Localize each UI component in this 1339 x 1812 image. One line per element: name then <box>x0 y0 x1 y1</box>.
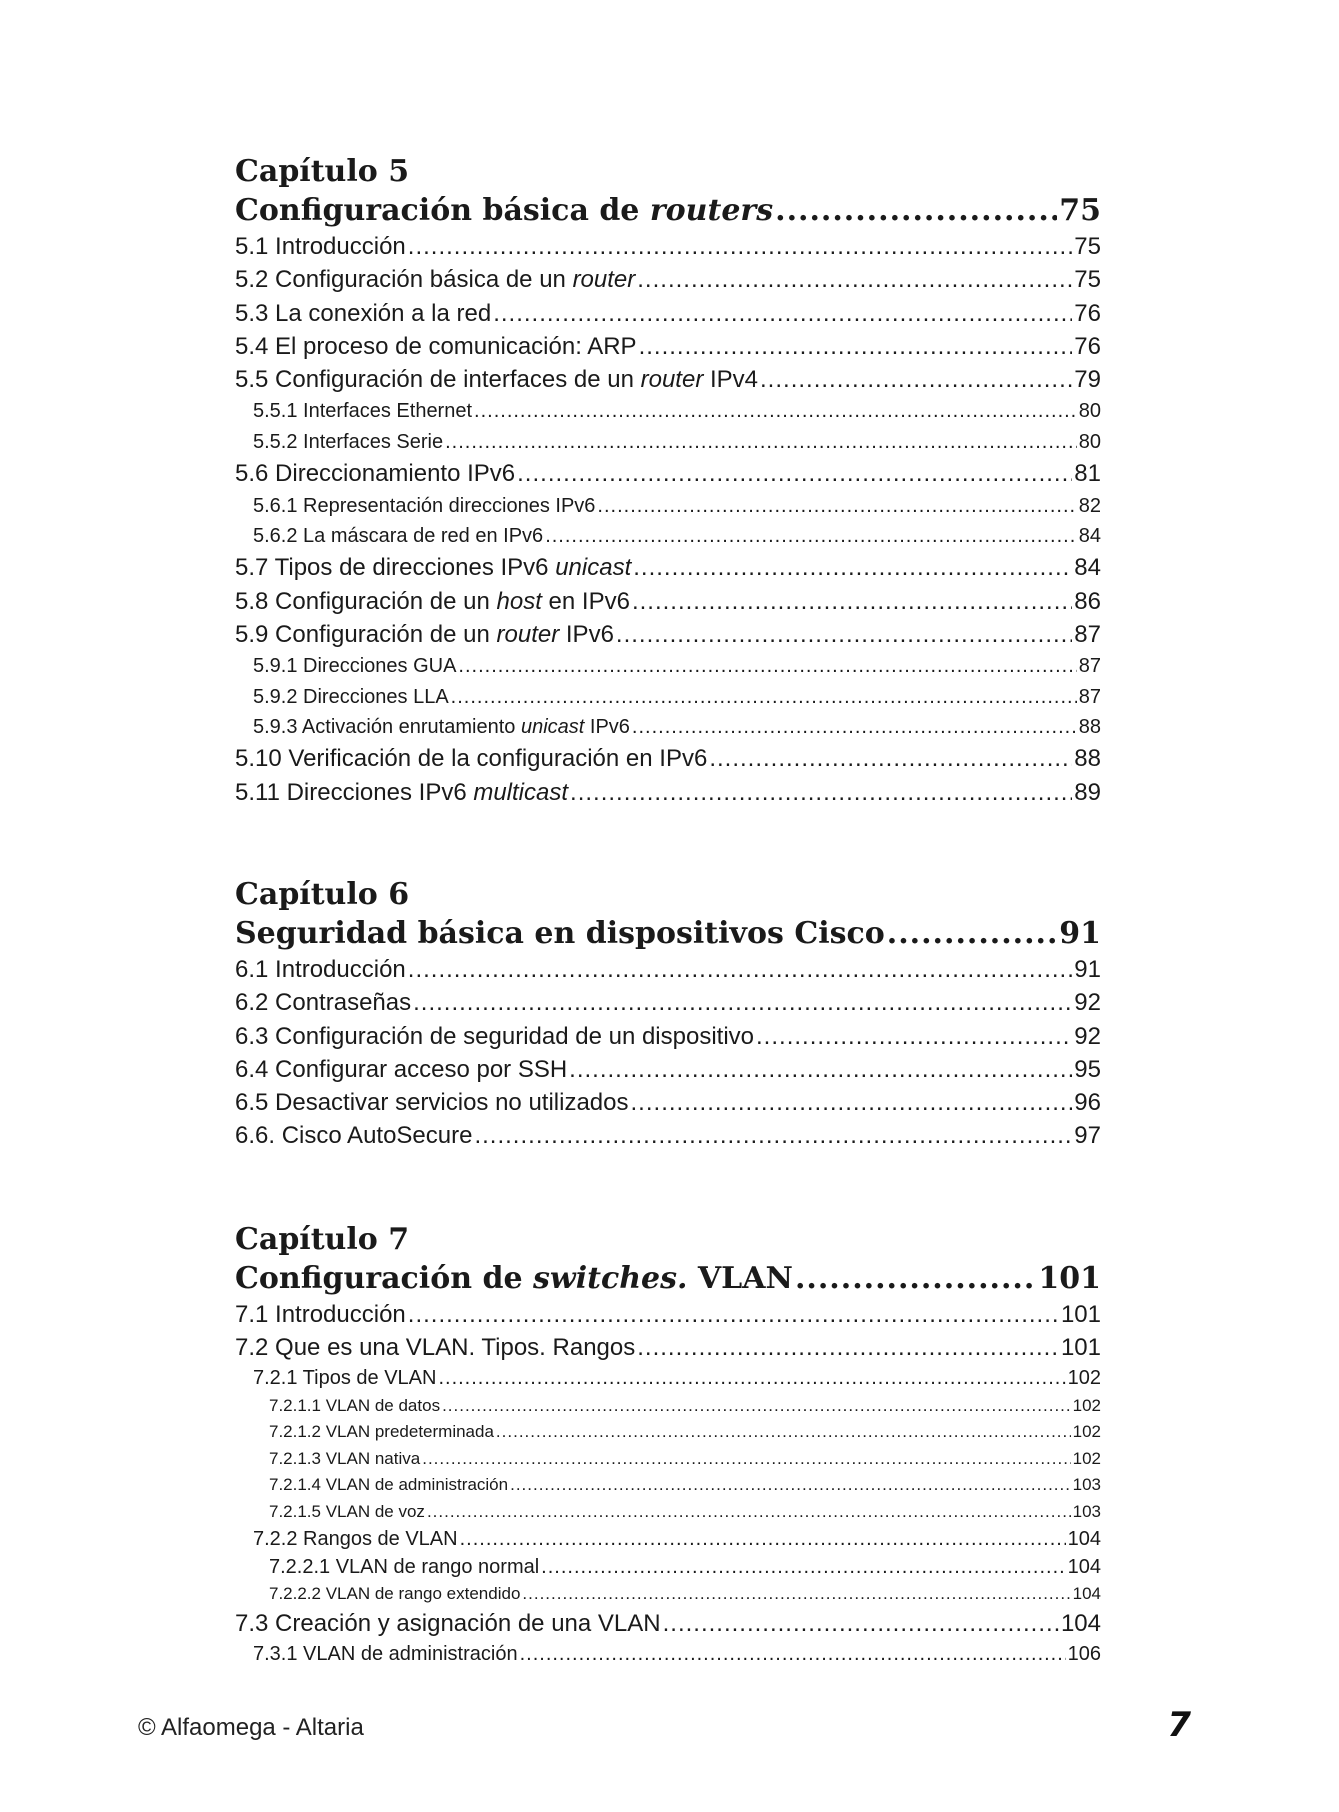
toc-entry-title: 6.4 Configurar acceso por SSH <box>235 1055 568 1083</box>
leader-dots <box>458 651 1076 681</box>
toc-entry-title: 6.2 Contraseñas <box>235 989 412 1017</box>
toc-entry-text <box>253 491 595 521</box>
leader-dots <box>632 712 1077 742</box>
toc-entry-page: 96 <box>1074 1089 1101 1117</box>
toc-entry[interactable] <box>235 682 1101 712</box>
leader-dots <box>522 1581 1070 1608</box>
toc-entry[interactable] <box>235 1446 1101 1473</box>
chapter-label: Capítulo 6 <box>235 877 410 912</box>
toc-entry-text <box>235 1298 406 1331</box>
toc-entry[interactable] <box>235 1607 1101 1640</box>
toc-entry-text <box>235 742 707 775</box>
toc-entry[interactable] <box>235 1525 1101 1554</box>
toc-entry[interactable] <box>235 585 1101 618</box>
toc-entry-title: 7.2.1.3 VLAN nativa <box>269 1448 421 1468</box>
chapter-page: 75 <box>1059 193 1101 228</box>
toc-entry-title: 7.1 Introducción <box>235 1301 406 1328</box>
toc-entry-text <box>235 363 758 396</box>
toc-entry-title: 7.2.1.1 VLAN de datos <box>269 1395 441 1415</box>
leader-dots <box>632 585 1072 618</box>
toc-entry-page: 102 <box>1072 1422 1101 1442</box>
toc-entry-page: 79 <box>1074 366 1101 394</box>
leader-dots <box>445 427 1077 457</box>
toc-entry[interactable] <box>235 1640 1101 1669</box>
toc-entry-italic: router <box>496 620 560 648</box>
toc-entry[interactable] <box>235 297 1101 330</box>
toc-entry-page: 88 <box>1074 745 1101 773</box>
toc-entry-page: 91 <box>1074 956 1101 983</box>
toc-entry[interactable] <box>235 1053 1101 1086</box>
toc-entry-page: 81 <box>1074 460 1101 488</box>
chapter-title-suffix: VLAN <box>687 1261 793 1296</box>
chapter-label: Capítulo 5 <box>235 154 410 189</box>
chapter-title-text: Seguridad básica en dispositivos Cisco <box>235 916 885 951</box>
chapter-6-section <box>235 875 1101 1153</box>
toc-entry-suffix: IPv4 <box>703 366 759 394</box>
toc-entry-text <box>253 1640 518 1669</box>
toc-entry-title: 6.1 Introducción <box>235 956 406 983</box>
toc-entry[interactable] <box>235 396 1101 426</box>
chapter-page: 91 <box>1059 916 1101 951</box>
toc-entry-page: 75 <box>1074 266 1101 294</box>
toc-entry-text <box>269 1419 494 1446</box>
chapter-7-section <box>235 1220 1101 1669</box>
toc-entry[interactable] <box>235 1499 1101 1526</box>
toc-entry-text <box>235 230 406 263</box>
toc-entry[interactable] <box>235 551 1101 584</box>
toc-entry-title: 5.11 Direcciones IPv6 <box>235 778 474 806</box>
toc-entry-title: 7.2.1 Tipos de VLAN <box>253 1367 437 1389</box>
toc-entry-text <box>235 457 515 490</box>
toc-entry-page: 84 <box>1078 524 1101 547</box>
chapter-label: Capítulo 7 <box>235 1222 410 1257</box>
leader-dots <box>408 1298 1059 1331</box>
leader-dots <box>408 953 1073 986</box>
toc-entry-page: 88 <box>1078 716 1101 739</box>
toc-entry-title: 7.2.1.4 VLAN de administración <box>269 1475 509 1495</box>
toc-entry-title: 5.1 Introducción <box>235 233 406 260</box>
toc-entry-text <box>235 585 630 618</box>
toc-entry[interactable] <box>235 1393 1101 1420</box>
toc-entry-page: 84 <box>1074 554 1101 582</box>
toc-entry-page: 104 <box>1072 1583 1101 1603</box>
toc-entry-page: 101 <box>1060 1334 1101 1361</box>
leader-dots <box>639 330 1073 363</box>
toc-entry-title: 7.2.1.5 VLAN de voz <box>269 1501 425 1521</box>
leader-dots <box>474 396 1077 426</box>
toc-entry-title: 7.2.2.2 VLAN de rango extendido <box>269 1583 521 1603</box>
toc-entry-page: 80 <box>1078 400 1101 423</box>
leader-dots <box>663 1607 1059 1640</box>
toc-entry-text <box>269 1499 425 1526</box>
toc-entry[interactable] <box>235 742 1101 775</box>
toc-entry-title: 5.7 Tipos de direcciones IPv6 <box>235 554 556 582</box>
toc-entry-title: 5.10 Verificación de la configuración en IPv6 <box>235 745 708 773</box>
toc-entry-title: 5.5.2 Interfaces Serie <box>253 430 444 453</box>
toc-entry[interactable] <box>235 1419 1101 1446</box>
toc-entry-page: 80 <box>1078 430 1101 453</box>
toc-entry-title: 6.6. Cisco AutoSecure <box>235 1122 473 1150</box>
toc-entry-page: 89 <box>1074 778 1101 806</box>
toc-entry-italic: host <box>496 587 542 615</box>
toc-entry-title: 7.2.1.2 VLAN predeterminada <box>269 1422 494 1442</box>
toc-entry-page: 103 <box>1072 1475 1101 1495</box>
toc-entry-text <box>235 263 635 296</box>
toc-entry-title: 7.3 Creación y asignación de una VLAN <box>235 1610 661 1638</box>
toc-entry[interactable] <box>235 263 1101 296</box>
toc-entry-title: 6.3 Configuración de seguridad de un dispositivo <box>235 1022 755 1050</box>
toc-entry[interactable] <box>235 651 1101 681</box>
toc-entry-text <box>269 1446 420 1473</box>
chapter-title <box>235 915 1101 953</box>
toc-entry-page: 76 <box>1074 299 1101 327</box>
toc-entry[interactable] <box>235 230 1101 263</box>
leader-dots <box>520 1640 1066 1669</box>
toc-entry-title: 5.4 El proceso de comunicación: ARP <box>235 332 637 360</box>
toc-entry[interactable] <box>235 986 1101 1019</box>
toc-entry-page: 102 <box>1067 1367 1101 1389</box>
toc-entry-text <box>269 1393 440 1420</box>
chapter-title-text: Configuración de <box>235 1261 533 1296</box>
toc-entry-title: 5.3 La conexión a la red <box>235 299 492 327</box>
toc-entry-title: 7.2.2.1 VLAN de rango normal <box>269 1555 540 1578</box>
toc-entry-page: 104 <box>1067 1555 1101 1578</box>
toc-entry-text <box>235 1053 567 1086</box>
toc-entry-italic: unicast <box>520 716 585 739</box>
toc-entry-text <box>235 330 637 363</box>
leader-dots <box>616 618 1072 651</box>
toc-entry-text <box>269 1472 508 1499</box>
toc-entry-text <box>269 1554 539 1581</box>
leader-dots <box>496 1419 1071 1446</box>
toc-entry-italic: unicast <box>555 554 632 582</box>
leader-dots <box>756 1020 1072 1053</box>
toc-entry-title: 5.9.1 Direcciones GUA <box>253 655 457 678</box>
toc-entry[interactable] <box>235 618 1101 651</box>
toc-entry-page: 82 <box>1078 494 1101 517</box>
toc-entry-text <box>235 1331 635 1364</box>
toc-entry[interactable] <box>235 1581 1101 1608</box>
leader-dots <box>438 1364 1065 1393</box>
toc-entry-page: 106 <box>1067 1643 1101 1666</box>
toc-entry-italic: router <box>572 266 636 294</box>
toc-entry-page: 103 <box>1072 1501 1101 1521</box>
leader-dots <box>460 1525 1066 1554</box>
toc-entry-text <box>253 396 472 426</box>
toc-entry-page: 92 <box>1074 989 1101 1017</box>
toc-entry-title: 5.9.2 Direcciones LLA <box>253 685 449 708</box>
toc-entry[interactable] <box>235 712 1101 742</box>
leader-dots <box>631 1086 1073 1119</box>
chapter-page: 101 <box>1038 1261 1101 1296</box>
toc-entry-text <box>269 1581 520 1608</box>
toc-entry-title: 5.9 Configuración de un <box>235 620 497 648</box>
leader-dots <box>510 1472 1071 1499</box>
toc-entry-text <box>235 986 411 1019</box>
toc-entry-text <box>253 712 630 742</box>
toc-entry-title: 7.2.2 Rangos de VLAN <box>253 1528 458 1551</box>
toc-entry-page: 86 <box>1074 587 1101 615</box>
toc-entry-title: 5.8 Configuración de un <box>235 587 497 615</box>
toc-entry-page: 75 <box>1074 233 1101 260</box>
toc-entry-title: 5.5 Configuración de interfaces de un <box>235 366 641 394</box>
toc-entry-text <box>235 1119 472 1152</box>
leader-dots <box>597 491 1076 521</box>
toc-entry-page: 92 <box>1074 1022 1101 1050</box>
toc-entry-italic: multicast <box>473 778 569 806</box>
leader-dots <box>887 915 1057 953</box>
toc-entry-page: 87 <box>1078 685 1101 708</box>
toc-entry[interactable] <box>235 330 1101 363</box>
toc-entry-page: 87 <box>1074 620 1101 648</box>
chapter-title-italic: switches. <box>532 1261 688 1296</box>
toc-entry-text <box>235 618 614 651</box>
toc-entry-text <box>235 1020 754 1053</box>
chapter-title <box>235 1260 1101 1298</box>
chapter-title-text: Configuración básica de <box>235 193 650 228</box>
leader-dots <box>413 986 1072 1019</box>
leader-dots <box>795 1260 1036 1298</box>
toc-entry[interactable] <box>235 521 1101 551</box>
toc-entry[interactable] <box>235 953 1101 986</box>
toc-entry-suffix: en IPv6 <box>541 587 630 615</box>
leader-dots <box>408 230 1073 263</box>
toc-entry-page: 104 <box>1067 1528 1101 1551</box>
leader-dots <box>637 1331 1059 1364</box>
toc-entry-text <box>235 297 491 330</box>
toc-entry-suffix: IPv6 <box>584 716 630 739</box>
leader-dots <box>569 1053 1072 1086</box>
toc-entry-title: 6.5 Desactivar servicios no utilizados <box>235 1089 629 1117</box>
leader-dots <box>775 192 1057 230</box>
toc-entry-page: 104 <box>1060 1610 1101 1638</box>
toc-entry-title: 5.6.1 Representación direcciones IPv6 <box>253 494 596 517</box>
toc-entry-text <box>253 1364 436 1393</box>
leader-dots <box>637 263 1072 296</box>
toc-entry[interactable] <box>235 1472 1101 1499</box>
toc-entry-text <box>235 1086 629 1119</box>
leader-dots <box>422 1446 1070 1473</box>
leader-dots <box>451 682 1077 712</box>
toc-entry-page: 102 <box>1072 1448 1101 1468</box>
toc-entry[interactable] <box>235 1119 1101 1152</box>
toc-entry-italic: router <box>640 366 704 394</box>
toc-entry[interactable] <box>235 363 1101 396</box>
toc-entry[interactable] <box>235 427 1101 457</box>
toc-entry-title: 5.9.3 Activación enrutamiento <box>253 716 521 739</box>
page-number: 7 <box>1167 1705 1191 1745</box>
leader-dots <box>493 297 1072 330</box>
leader-dots <box>570 776 1072 809</box>
toc-entry[interactable] <box>235 1086 1101 1119</box>
leader-dots <box>474 1119 1072 1152</box>
toc-entry-title: 5.5.1 Interfaces Ethernet <box>253 400 473 423</box>
toc-entry-title: 7.3.1 VLAN de administración <box>253 1643 518 1666</box>
toc-entry[interactable] <box>235 457 1101 490</box>
leader-dots <box>517 457 1072 490</box>
leader-dots <box>427 1499 1071 1526</box>
leader-dots <box>541 1554 1065 1581</box>
toc-entry-text <box>253 682 449 712</box>
toc-entry-suffix: IPv6 <box>559 620 614 648</box>
toc-entry-page: 87 <box>1078 655 1101 678</box>
toc-entry[interactable] <box>235 491 1101 521</box>
toc-entry-title: 5.2 Configuración básica de un <box>235 266 573 294</box>
toc-entry[interactable] <box>235 1554 1101 1581</box>
toc-entry-title: 5.6 Direccionamiento IPv6 <box>235 460 516 488</box>
leader-dots <box>709 742 1072 775</box>
toc-entry-text <box>253 521 543 551</box>
toc-entry[interactable] <box>235 1020 1101 1053</box>
toc-entry[interactable] <box>235 1298 1101 1331</box>
toc-entry[interactable] <box>235 1364 1101 1393</box>
footer-publisher: © Alfaomega - Altaria <box>138 1714 364 1741</box>
leader-dots <box>760 363 1072 396</box>
toc-entry-text <box>235 551 631 584</box>
chapter-title-italic: routers <box>649 193 774 228</box>
toc-entry-text <box>235 953 406 986</box>
toc-entry-page: 76 <box>1074 332 1101 360</box>
toc-entry-text <box>235 776 568 809</box>
toc-entry-page: 101 <box>1060 1301 1101 1328</box>
toc-entry-page: 102 <box>1072 1395 1101 1415</box>
leader-dots <box>442 1393 1071 1420</box>
toc-entry-page: 97 <box>1074 1122 1101 1150</box>
leader-dots <box>545 521 1077 551</box>
chapter-5-section <box>235 152 1101 809</box>
toc-entry-text <box>253 1525 458 1554</box>
toc-entry-text <box>235 1607 661 1640</box>
chapter-title <box>235 192 1101 230</box>
leader-dots <box>633 551 1072 584</box>
toc-entry-title: 7.2 Que es una VLAN. Tipos. Rangos <box>235 1334 636 1361</box>
toc-entry-text <box>253 651 456 681</box>
toc-entry-title: 5.6.2 La máscara de red en IPv6 <box>253 524 544 547</box>
toc-entry-page: 95 <box>1074 1055 1101 1083</box>
toc-entry[interactable] <box>235 1331 1101 1364</box>
toc-entry[interactable] <box>235 776 1101 809</box>
toc-entry-text <box>253 427 443 457</box>
